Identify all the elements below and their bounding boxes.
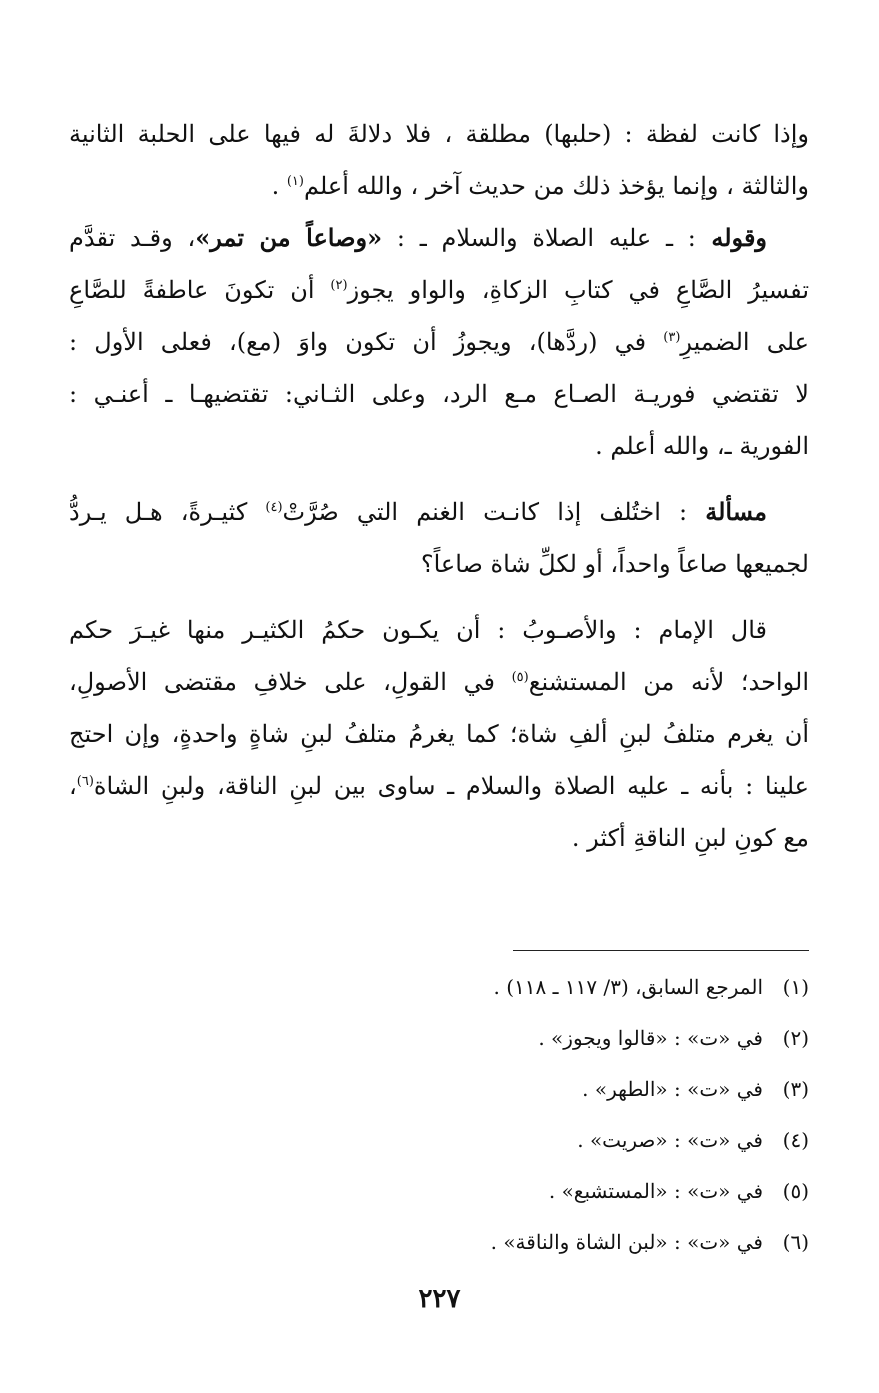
text-run: لجميعها صاعاً واحداً، أو لكلِّ شاة صاعاً؟ (420, 550, 809, 578)
main-text (69, 108, 809, 864)
footnote-number: (٦) (782, 1230, 809, 1254)
text-run: . (271, 172, 287, 200)
text-line (69, 708, 809, 760)
text-run: والثالثة ، وإنما يؤخذ ذلك من حديث آخر ، والله أعلم (303, 172, 809, 200)
footnote-number: (٢) (782, 1026, 809, 1050)
text-run: أن تكونَ عاطفةً للصَّاعِ (69, 276, 331, 304)
footnote-text: في «ت» : «قالوا ويجوز» . (538, 1026, 763, 1050)
bold-text: «وصاعاً من تمر» (195, 223, 383, 252)
text-run: : اختُلف إذا كانـت الغنم التي صُرَّتْ (282, 498, 706, 526)
text-line (69, 264, 809, 316)
text-line (69, 656, 809, 708)
footnote-text: في «ت» : «صريت» . (577, 1128, 763, 1152)
text-line (69, 160, 809, 212)
text-run: علينا : بأنه ـ عليه الصلاة والسلام ـ ساوى بين لبنِ الناقة، ولبنِ الشاة (93, 772, 809, 800)
footnote-item (69, 1115, 809, 1166)
text-line (69, 316, 809, 368)
footnote-item (69, 1013, 809, 1064)
text-line (69, 420, 809, 472)
text-line (69, 604, 809, 656)
text-line (69, 368, 809, 420)
footnote-marker: (٥) (511, 670, 529, 685)
text-run: في (ردَّها)، ويجوزُ أن تكون واوَ (مع)، فعلى الأول : (69, 328, 664, 356)
footnote-divider (513, 950, 809, 951)
text-line (69, 108, 809, 160)
bold-text: وقوله (695, 223, 768, 252)
text-run: لا تقتضي فوريـة الصـاع مـع الرد، وعلى الثـاني: تقتضيهـا ـ أعنـي : (69, 380, 809, 408)
footnote-item (69, 962, 809, 1013)
text-run: مع كونِ لبنِ الناقةِ أكثر . (571, 824, 809, 852)
page-number: ٢٢٧ (418, 1284, 461, 1314)
footnote-text: في «ت» : «الطهر» . (582, 1077, 763, 1101)
text-run: وإذا كانت لفظة : (حلبها) مطلقة ، فلا دلالةَ له فيها على الحلبة الثانية (69, 120, 809, 148)
footnote-marker: (١) (286, 174, 304, 189)
footnote-marker: (٤) (265, 500, 283, 515)
footnote-item (69, 1064, 809, 1115)
footnote-number: (٤) (782, 1128, 809, 1152)
text-line (69, 212, 809, 264)
text-line (69, 760, 809, 812)
text-run: ، وقـد تقدَّم (69, 224, 196, 252)
footnote-item (69, 1166, 809, 1217)
footnote-marker: (٣) (663, 330, 681, 345)
text-line (69, 538, 809, 590)
text-run: الواحد؛ لأنه من المستشنع (528, 668, 809, 696)
footnote-number: (٥) (782, 1179, 809, 1203)
text-run: قال الإمام : والأصـوبُ : أن يكـون حكمُ الكثيـر منها غيـرَ حكم (69, 616, 767, 644)
footnote-marker: (٦) (76, 774, 94, 789)
text-run: أن يغرم متلفُ لبنِ ألفِ شاة؛ كما يغرمُ متلفُ لبنِ شاةٍ واحدةٍ، وإن احتج (69, 720, 809, 748)
text-line (69, 812, 809, 864)
footnotes (69, 962, 809, 1268)
text-run: : ـ عليه الصلاة والسلام ـ : (382, 224, 696, 252)
bold-text: مسألة (705, 497, 767, 526)
text-line (69, 486, 809, 538)
text-run: تفسيرُ الصَّاعِ في كتابِ الزكاةِ، والواو يجوز (347, 276, 809, 304)
text-run: ، (69, 772, 77, 800)
footnote-marker: (٢) (330, 278, 348, 293)
footnote-item (69, 1217, 809, 1268)
text-run: على الضميرِ (680, 328, 809, 356)
footnote-text: في «ت» : «المستشبع» . (548, 1179, 763, 1203)
text-run: كثيـرةً، هـل يـردُّ (69, 498, 266, 526)
text-run: الفورية ـ، والله أعلم . (595, 432, 809, 460)
text-run: في القولِ، على خلافِ مقتضى الأصولِ، (69, 668, 512, 696)
footnote-number: (٣) (782, 1077, 809, 1101)
footnote-text: المرجع السابق، (٣/ ١١٧ ـ ١١٨) . (493, 975, 763, 999)
footnote-text: في «ت» : «لبن الشاة والناقة» . (490, 1230, 763, 1254)
footnote-number: (١) (782, 975, 809, 999)
